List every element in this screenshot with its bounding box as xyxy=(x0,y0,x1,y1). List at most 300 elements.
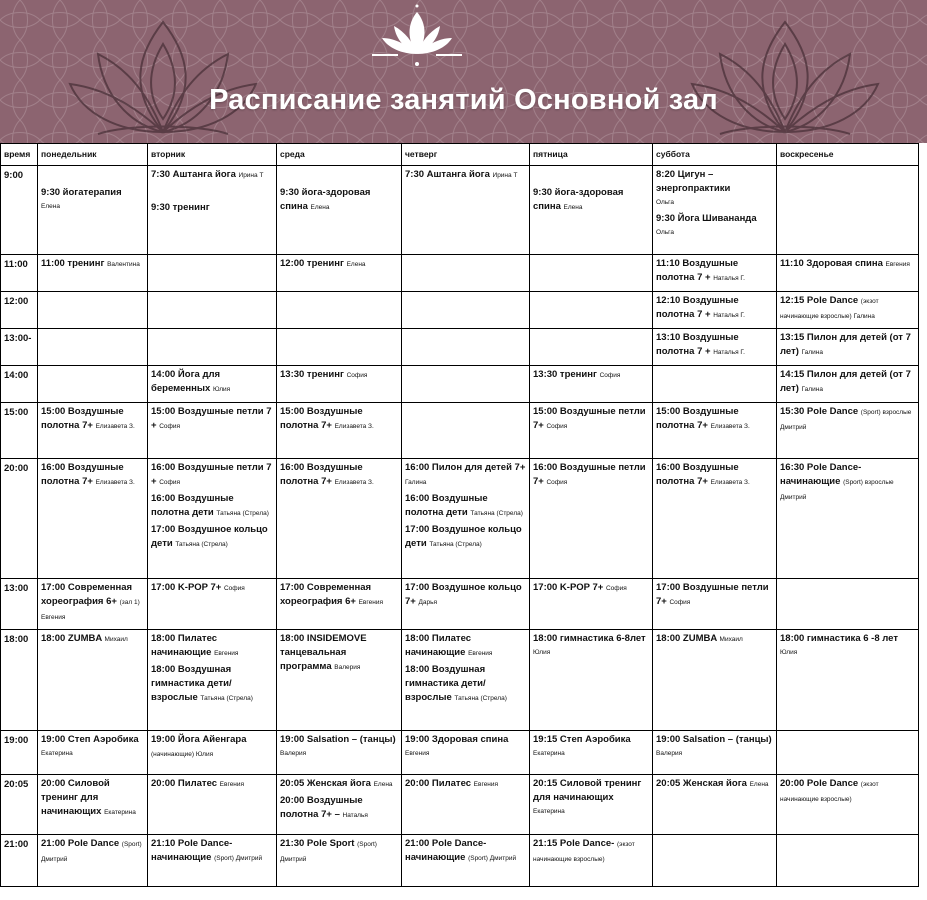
time-cell: 12:00 xyxy=(1,292,38,329)
class-title: 7:30 Аштанга йога xyxy=(151,169,236,180)
class-entry xyxy=(405,492,526,521)
class-title: 21:15 Pole Dance- xyxy=(533,838,615,849)
instructor-name: София xyxy=(605,585,627,592)
class-title: 11:10 Здоровая спина xyxy=(780,258,883,269)
instructor-name: Елена xyxy=(41,203,60,210)
time-cell: 18:00 xyxy=(1,630,38,731)
class-entry xyxy=(151,837,273,866)
class-title: 20:00 Воздушные полотна 7+ – xyxy=(280,795,363,820)
column-header: четверг xyxy=(402,144,530,166)
class-entry xyxy=(280,794,398,823)
instructor-name: (зал 1) Евгения xyxy=(41,599,140,621)
instructor-name: Валерия xyxy=(280,750,307,757)
class-entry xyxy=(533,186,649,215)
instructor-name: Елизавета З. xyxy=(95,479,135,486)
instructor-name: Татьяна (Стрела) xyxy=(216,510,269,517)
schedule-cell xyxy=(777,255,919,292)
table-row xyxy=(1,775,919,835)
schedule-cell xyxy=(38,731,148,775)
schedule-cell xyxy=(148,459,277,579)
class-title: 19:00 Йога Айенгара xyxy=(151,734,247,745)
schedule-cell xyxy=(277,459,402,579)
class-entry xyxy=(405,663,526,706)
instructor-name: Михаил xyxy=(719,636,743,643)
class-title: 20:05 Женская йога xyxy=(656,778,747,789)
class-entry xyxy=(656,632,773,647)
schedule-cell xyxy=(653,579,777,630)
class-title: 17:00 Воздушное кольцо дети xyxy=(405,524,522,549)
class-entry xyxy=(656,168,773,210)
class-entry xyxy=(656,581,773,610)
class-title: 15:00 Воздушные петли 7 + xyxy=(151,406,272,431)
schedule-cell xyxy=(653,166,777,255)
class-title: 17:00 Современная хореография 6+ xyxy=(280,582,372,607)
schedule-cell xyxy=(38,366,148,403)
class-entry xyxy=(656,405,773,434)
table-row xyxy=(1,292,919,329)
class-title: 9:30 йога-здоровая спина xyxy=(280,187,371,212)
instructor-name: Евгения xyxy=(468,650,493,657)
class-entry xyxy=(533,777,649,819)
class-title: 8:20 Цигун – энергопрактики xyxy=(656,169,731,194)
schedule-cell xyxy=(402,731,530,775)
schedule-cell xyxy=(777,166,919,255)
class-title: 9:30 тренинг xyxy=(151,202,210,213)
schedule-cell xyxy=(148,166,277,255)
time-cell: 9:00 xyxy=(1,166,38,255)
schedule-table xyxy=(0,143,919,887)
schedule-cell xyxy=(402,329,530,366)
schedule-cell xyxy=(530,579,653,630)
class-entry xyxy=(780,777,915,807)
instructor-name: Елена xyxy=(310,204,330,211)
class-title: 9:30 йога-здоровая спина xyxy=(533,187,624,212)
class-entry xyxy=(656,777,773,792)
class-title: 17:00 Воздушное кольцо 7+ xyxy=(405,582,522,607)
schedule-cell xyxy=(777,329,919,366)
instructor-name: Наталья xyxy=(342,812,368,819)
class-entry xyxy=(780,294,915,324)
schedule-cell xyxy=(277,166,402,255)
instructor-name: Галина xyxy=(801,386,823,393)
time-cell: 19:00 xyxy=(1,731,38,775)
instructor-name: (экзот начинающие взрослые) Галина xyxy=(780,298,879,320)
schedule-cell xyxy=(148,255,277,292)
class-entry xyxy=(533,405,649,434)
class-title: 18:00 Воздушная гимнастика дети/взрослые xyxy=(151,664,232,703)
class-title: 13:30 тренинг xyxy=(280,369,344,380)
schedule-cell xyxy=(777,403,919,459)
header-banner xyxy=(0,0,927,143)
class-title: 20:05 Женская йога xyxy=(280,778,371,789)
class-entry xyxy=(41,461,144,490)
instructor-name: София xyxy=(669,599,691,606)
class-title: 19:00 Salsation – (танцы) xyxy=(656,734,772,745)
class-entry xyxy=(151,368,273,397)
instructor-name: Михаил xyxy=(104,636,128,643)
schedule-cell xyxy=(530,835,653,887)
class-entry xyxy=(151,201,273,215)
class-entry xyxy=(405,581,526,610)
class-title: 20:15 Силовой тренинг для начинающих xyxy=(533,778,642,803)
schedule-cell xyxy=(38,255,148,292)
instructor-name: Татьяна (Стрела) xyxy=(454,695,507,702)
class-entry xyxy=(151,663,273,706)
schedule-cell xyxy=(777,459,919,579)
class-entry xyxy=(780,632,915,660)
class-entry xyxy=(405,523,526,552)
schedule-cell xyxy=(277,329,402,366)
instructor-name: Юлия xyxy=(780,649,798,656)
instructor-name: Татьяна (Стрела) xyxy=(429,541,482,548)
schedule-cell xyxy=(653,366,777,403)
class-title: 7:30 Аштанга йога xyxy=(405,169,490,180)
class-entry xyxy=(533,733,649,761)
schedule-cell xyxy=(38,459,148,579)
column-header: среда xyxy=(277,144,402,166)
schedule-cell xyxy=(148,835,277,887)
schedule-cell xyxy=(277,630,402,731)
instructor-name: Елизавета З. xyxy=(710,423,750,430)
instructor-name: Екатерина xyxy=(104,809,136,816)
instructor-name: София xyxy=(159,423,181,430)
class-title: 20:00 Пилатес xyxy=(405,778,472,789)
schedule-cell xyxy=(277,403,402,459)
table-row xyxy=(1,366,919,403)
class-entry xyxy=(405,837,526,866)
instructor-name: Елена xyxy=(373,781,393,788)
class-title: 17:00 Воздушные петли 7+ xyxy=(656,582,769,607)
schedule-cell xyxy=(277,731,402,775)
class-title: 18:00 Пилатес начинающие xyxy=(405,633,472,658)
schedule-cell xyxy=(530,403,653,459)
schedule-cell xyxy=(277,366,402,403)
schedule-cell xyxy=(777,775,919,835)
class-title: 12:10 Воздушные полотна 7 + xyxy=(656,295,739,320)
schedule-cell xyxy=(653,255,777,292)
class-entry xyxy=(151,632,273,661)
class-title: 15:30 Pole Dance xyxy=(780,406,859,417)
schedule-cell xyxy=(530,459,653,579)
class-title: 17:00 K-POP 7+ xyxy=(533,582,604,593)
class-title: 20:00 Пилатес xyxy=(151,778,218,789)
instructor-name: София xyxy=(223,585,245,592)
class-entry xyxy=(533,581,649,596)
instructor-name: Ольга xyxy=(656,199,675,206)
class-title: 16:30 Pole Dance- начинающие xyxy=(780,462,862,487)
schedule-cell xyxy=(277,292,402,329)
instructor-name: Валерия xyxy=(334,664,361,671)
class-entry xyxy=(151,523,273,552)
class-entry xyxy=(41,186,144,214)
schedule-cell xyxy=(530,775,653,835)
class-entry xyxy=(41,257,144,272)
class-entry xyxy=(656,212,773,240)
column-header: воскресенье xyxy=(777,144,919,166)
class-entry xyxy=(41,837,144,867)
instructor-name: Евгения xyxy=(358,599,383,606)
instructor-name: София xyxy=(346,372,368,379)
class-entry xyxy=(41,581,144,625)
schedule-cell xyxy=(402,255,530,292)
class-entry xyxy=(780,405,915,435)
class-title: 18:00 INSIDEMOVE танцевальная программа xyxy=(280,633,367,672)
schedule-cell xyxy=(402,630,530,731)
table-row xyxy=(1,255,919,292)
class-entry xyxy=(41,733,144,761)
instructor-name: Наталья Г. xyxy=(713,312,745,319)
schedule-cell xyxy=(653,403,777,459)
instructor-name: Валентина xyxy=(107,261,140,268)
instructor-name: Галина xyxy=(801,349,823,356)
class-title: 18:00 Пилатес начинающие xyxy=(151,633,218,658)
instructor-name: Елизавета З. xyxy=(95,423,135,430)
schedule-cell xyxy=(148,292,277,329)
column-header: пятница xyxy=(530,144,653,166)
schedule-cell xyxy=(530,366,653,403)
instructor-name: Наталья Г. xyxy=(713,349,745,356)
instructor-name: Валерия xyxy=(656,750,683,757)
instructor-name: София xyxy=(546,423,568,430)
class-entry xyxy=(280,186,398,215)
schedule-cell xyxy=(148,403,277,459)
schedule-cell xyxy=(653,630,777,731)
instructor-name: Екатерина xyxy=(533,808,565,815)
class-entry xyxy=(280,257,398,272)
instructor-name: Екатерина xyxy=(533,750,565,757)
schedule-cell xyxy=(777,835,919,887)
class-title: 11:10 Воздушные полотна 7 + xyxy=(656,258,739,283)
schedule-cell xyxy=(402,403,530,459)
class-entry xyxy=(151,492,273,521)
instructor-name: (начинающие) Юлия xyxy=(151,751,214,758)
instructor-name: Татьяна (Стрела) xyxy=(200,695,253,702)
class-entry xyxy=(656,257,773,286)
class-entry xyxy=(151,733,273,762)
class-title: 18:00 ZUMBA xyxy=(656,633,717,644)
class-entry xyxy=(656,294,773,323)
class-entry xyxy=(656,461,773,490)
schedule-cell xyxy=(38,775,148,835)
class-title: 16:00 Воздушные петли 7 + xyxy=(151,462,272,487)
class-entry xyxy=(533,368,649,383)
class-entry xyxy=(151,777,273,792)
instructor-name: Наталья Г. xyxy=(713,275,745,282)
instructor-name: Екатерина xyxy=(41,750,73,757)
lotus-ornament-left-icon xyxy=(68,14,258,140)
time-cell: 13:00 xyxy=(1,579,38,630)
schedule-cell xyxy=(148,630,277,731)
column-header: вторник xyxy=(148,144,277,166)
class-title: 18:00 гимнастика 6 -8 лет xyxy=(780,633,898,644)
schedule-cell xyxy=(148,329,277,366)
class-title: 16:00 Воздушные полотна дети xyxy=(405,493,488,518)
time-cell: 14:00 xyxy=(1,366,38,403)
instructor-name: Ирина Т xyxy=(492,172,518,179)
class-entry xyxy=(780,331,915,360)
class-entry xyxy=(41,405,144,434)
schedule-cell xyxy=(530,166,653,255)
class-entry xyxy=(780,461,915,505)
class-title: 13:10 Воздушные полотна 7 + xyxy=(656,332,739,357)
instructor-name: Ирина Т xyxy=(238,172,264,179)
instructor-name: Елена xyxy=(563,204,583,211)
schedule-cell xyxy=(402,835,530,887)
table-row xyxy=(1,329,919,366)
lotus-logo-icon xyxy=(372,4,462,74)
class-entry xyxy=(280,461,398,490)
class-entry xyxy=(405,777,526,792)
class-title: 19:00 Salsation – (танцы) xyxy=(280,734,396,745)
class-entry xyxy=(533,461,649,490)
class-entry xyxy=(405,632,526,661)
class-title: 13:30 тренинг xyxy=(533,369,597,380)
class-title: 15:00 Воздушные полотна 7+ xyxy=(280,406,363,431)
schedule-cell xyxy=(38,292,148,329)
schedule-cell xyxy=(402,166,530,255)
class-title: 18:00 ZUMBA xyxy=(41,633,102,644)
class-title: 17:00 Воздушное кольцо дети xyxy=(151,524,268,549)
schedule-cell xyxy=(148,731,277,775)
class-entry xyxy=(280,837,398,867)
class-title: 21:10 Pole Dance- начинающие xyxy=(151,838,233,863)
class-entry xyxy=(656,733,773,761)
class-entry xyxy=(41,632,144,647)
schedule-cell xyxy=(777,366,919,403)
class-entry xyxy=(780,257,915,272)
schedule-cell xyxy=(38,403,148,459)
schedule-cell xyxy=(530,731,653,775)
instructor-name: Елена xyxy=(346,261,366,268)
class-title: 17:00 Современная хореография 6+ xyxy=(41,582,133,607)
class-entry xyxy=(280,368,398,383)
class-entry xyxy=(533,632,649,660)
schedule-cell xyxy=(653,459,777,579)
schedule-cell xyxy=(402,366,530,403)
instructor-name: (экзот начинающие взрослые) xyxy=(780,781,879,803)
class-title: 11:00 тренинг xyxy=(41,258,105,269)
schedule-cell xyxy=(530,292,653,329)
instructor-name: Юлия xyxy=(212,386,231,393)
class-title: 12:15 Pole Dance xyxy=(780,295,859,306)
class-entry xyxy=(656,331,773,360)
table-row xyxy=(1,403,919,459)
class-entry xyxy=(151,461,273,490)
schedule-cell xyxy=(38,835,148,887)
table-row xyxy=(1,630,919,731)
schedule-cell xyxy=(38,630,148,731)
class-title: 18:00 гимнастика 6-8лет xyxy=(533,633,646,644)
column-header: время xyxy=(1,144,38,166)
class-title: 16:00 Пилон для детей 7+ xyxy=(405,462,526,473)
class-title: 21:00 Pole Dance- начинающие xyxy=(405,838,487,863)
page-title: Расписание занятий Основной зал xyxy=(209,84,718,116)
schedule-cell xyxy=(38,166,148,255)
schedule-cell xyxy=(653,292,777,329)
table-row xyxy=(1,166,919,255)
instructor-name: Юлия xyxy=(533,649,551,656)
lotus-ornament-right-icon xyxy=(690,14,880,140)
time-cell: 21:00 xyxy=(1,835,38,887)
class-title: 20:00 Силовой тренинг для начинающих xyxy=(41,778,110,817)
instructor-name: Елизавета З. xyxy=(334,479,374,486)
class-title: 15:00 Воздушные полотна 7+ xyxy=(41,406,124,431)
class-title: 16:00 Воздушные полотна 7+ xyxy=(656,462,739,487)
instructor-name: (Sport) взрослые Дмитрий xyxy=(780,479,894,501)
class-title: 16:00 Воздушные полотна дети xyxy=(151,493,234,518)
schedule-cell xyxy=(148,579,277,630)
instructor-name: Дарья xyxy=(418,599,438,606)
table-row xyxy=(1,731,919,775)
schedule-cell xyxy=(402,775,530,835)
class-entry xyxy=(151,581,273,596)
time-cell: 13:00- xyxy=(1,329,38,366)
instructor-name: (экзот начинающие взрослые) xyxy=(533,841,635,863)
schedule-cell xyxy=(653,775,777,835)
class-title: 19:15 Степ Аэробика xyxy=(533,734,631,745)
class-title: 17:00 K-POP 7+ xyxy=(151,582,222,593)
schedule-cell xyxy=(653,731,777,775)
instructor-name: Евгения xyxy=(219,781,245,788)
table-row xyxy=(1,459,919,579)
table-row xyxy=(1,579,919,630)
schedule-cell xyxy=(777,579,919,630)
instructor-name: Татьяна (Стрела) xyxy=(175,541,228,548)
schedule-cell xyxy=(777,292,919,329)
schedule-cell xyxy=(277,775,402,835)
instructor-name: (Sport) Дмитрий xyxy=(468,855,517,862)
instructor-name: (Sport) Дмитрий xyxy=(41,841,142,863)
table-row xyxy=(1,835,919,887)
class-entry xyxy=(280,733,398,761)
class-title: 16:00 Воздушные полотна 7+ xyxy=(41,462,124,487)
schedule-cell xyxy=(38,329,148,366)
class-entry xyxy=(405,733,526,761)
schedule-cell xyxy=(402,459,530,579)
schedule-cell xyxy=(777,731,919,775)
schedule-cell xyxy=(148,775,277,835)
class-entry xyxy=(405,461,526,490)
class-entry xyxy=(151,168,273,183)
class-entry xyxy=(280,777,398,792)
instructor-name: (Sport) Дмитрий xyxy=(214,855,263,862)
instructor-name: (Sport) Дмитрий xyxy=(280,841,377,863)
schedule-cell xyxy=(530,329,653,366)
class-title: 20:00 Pole Dance xyxy=(780,778,859,789)
schedule-cell xyxy=(402,292,530,329)
instructor-name: Елена xyxy=(749,781,769,788)
schedule-cell xyxy=(530,630,653,731)
class-title: 9:30 Йога Шивананда xyxy=(656,213,757,224)
class-title: 21:30 Pole Sport xyxy=(280,838,355,849)
class-entry xyxy=(280,405,398,434)
instructor-name: Елизавета З. xyxy=(710,479,750,486)
instructor-name: Евгения xyxy=(214,650,239,657)
class-title: 13:15 Пилон для детей (от 7 лет) xyxy=(780,332,911,357)
time-cell: 11:00 xyxy=(1,255,38,292)
instructor-name: София xyxy=(159,479,181,486)
class-title: 15:00 Воздушные полотна 7+ xyxy=(656,406,739,431)
instructor-name: Галина xyxy=(405,479,427,486)
schedule-cell xyxy=(277,579,402,630)
instructor-name: София xyxy=(599,372,621,379)
class-title: 16:00 Воздушные петли 7+ xyxy=(533,462,646,487)
instructor-name: София xyxy=(546,479,568,486)
class-entry xyxy=(151,405,273,434)
class-entry xyxy=(280,632,398,675)
instructor-name: Елизавета З. xyxy=(334,423,374,430)
time-cell: 20:05 xyxy=(1,775,38,835)
